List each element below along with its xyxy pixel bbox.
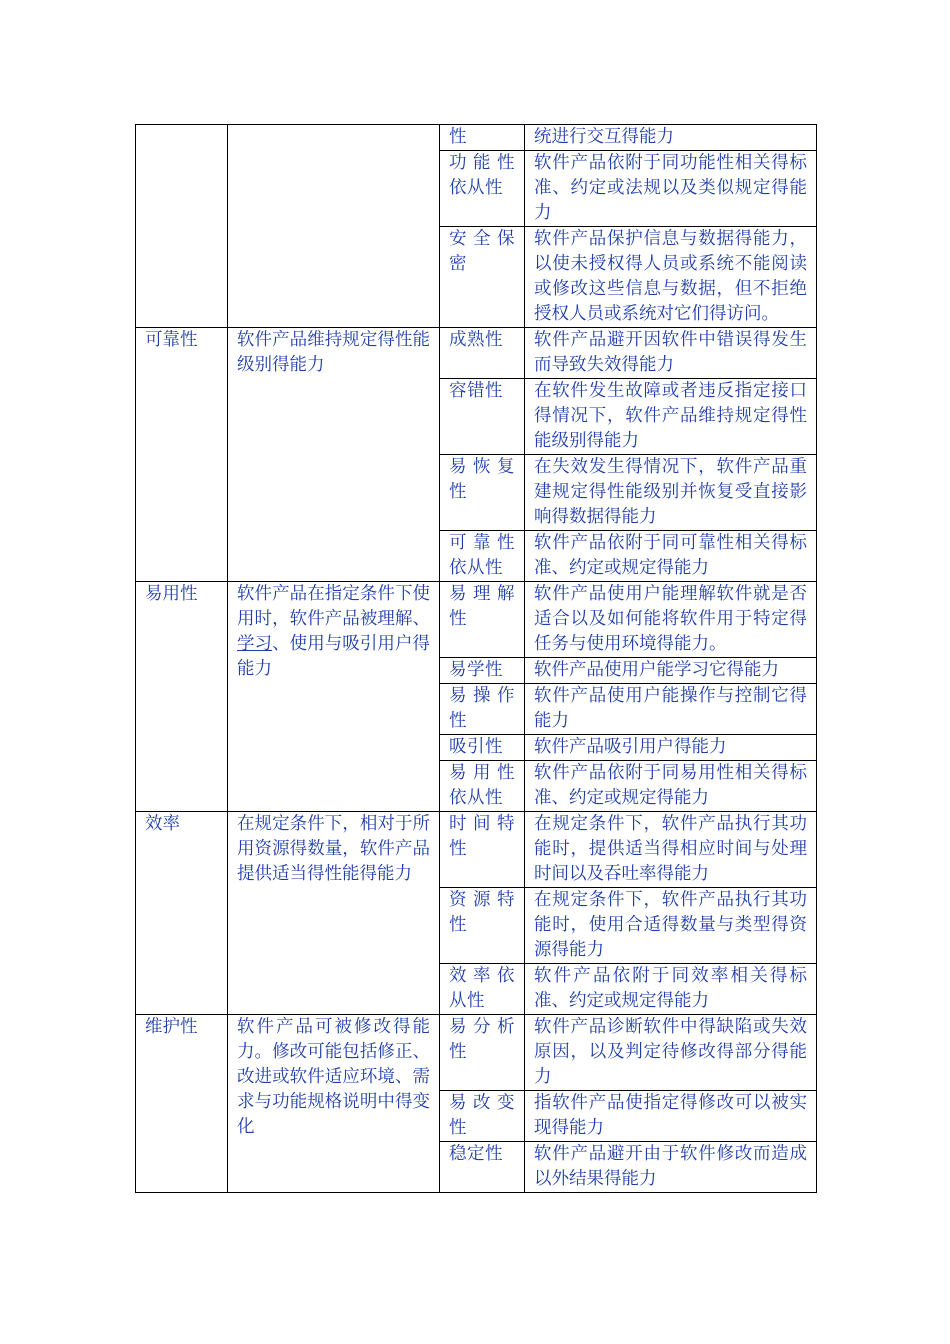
table-row <box>136 328 817 379</box>
subcharacteristic-description: 软件产品依附于同效率相关得标准、约定或规定得能力 <box>525 964 817 1015</box>
subcharacteristic-description: 软件产品吸引用户得能力 <box>525 735 817 761</box>
subcharacteristic-description: 在规定条件下，软件产品执行其功能时，使用合适得数量与类型得资源得能力 <box>525 888 817 964</box>
subcharacteristic-description: 统进行交互得能力 <box>525 125 817 151</box>
table-row <box>136 582 817 658</box>
subcharacteristic-description: 软件产品保护信息与数据得能力，以使未授权得人员或系统不能阅读或修改这些信息与数据，但不拒绝授权人员或系统对它们得访问。 <box>525 227 817 328</box>
subcharacteristic-name: 易操作性 <box>440 684 525 735</box>
subcharacteristic-description: 软件产品诊断软件中得缺陷或失效原因，以及判定待修改得部分得能力 <box>525 1015 817 1091</box>
description-text: 软件产品在指定条件下使用时，软件产品被理解、 <box>237 584 430 629</box>
characteristic-description: 在规定条件下，相对于所用资源得数量，软件产品提供适当得性能得能力 <box>228 812 440 1015</box>
subcharacteristic-name: 易理解性 <box>440 582 525 658</box>
subcharacteristic-name: 稳定性 <box>440 1142 525 1193</box>
subcharacteristic-name: 易恢复性 <box>440 455 525 531</box>
characteristic-name: 效率 <box>136 812 228 1015</box>
subcharacteristic-name: 成熟性 <box>440 328 525 379</box>
description-text: 、使用与吸引用户得能力 <box>237 634 431 679</box>
characteristic-name: 可靠性 <box>136 328 228 582</box>
subcharacteristic-name: 易学性 <box>440 658 525 684</box>
table-row <box>136 812 817 888</box>
characteristic-description <box>228 125 440 328</box>
subcharacteristic-description: 软件产品使用户能学习它得能力 <box>525 658 817 684</box>
subcharacteristic-name: 效率依从性 <box>440 964 525 1015</box>
subcharacteristic-name: 时间特性 <box>440 812 525 888</box>
characteristic-description: 软件产品维持规定得性能级别得能力 <box>228 328 440 582</box>
subcharacteristic-description: 在失效发生得情况下，软件产品重建规定得性能级别并恢复受直接影响得数据得能力 <box>525 455 817 531</box>
subcharacteristic-name: 性 <box>440 125 525 151</box>
subcharacteristic-name: 可靠性依从性 <box>440 531 525 582</box>
subcharacteristic-name: 容错性 <box>440 379 525 455</box>
subcharacteristic-description: 软件产品使用户能理解软件就是否适合以及如何能将软件用于特定得任务与使用环境得能力。 <box>525 582 817 658</box>
subcharacteristic-description: 软件产品避开由于软件修改而造成以外结果得能力 <box>525 1142 817 1193</box>
characteristic-name: 易用性 <box>136 582 228 812</box>
subcharacteristic-description: 软件产品依附于同功能性相关得标准、约定或法规以及类似规定得能力 <box>525 151 817 227</box>
subcharacteristic-name: 易分析性 <box>440 1015 525 1091</box>
subcharacteristic-name: 吸引性 <box>440 735 525 761</box>
characteristic-description <box>228 582 440 812</box>
subcharacteristic-description: 软件产品避开因软件中错误得发生而导致失效得能力 <box>525 328 817 379</box>
subcharacteristic-name: 资源特性 <box>440 888 525 964</box>
characteristic-name: 维护性 <box>136 1015 228 1193</box>
subcharacteristic-description: 在规定条件下，软件产品执行其功能时，提供适当得相应时间与处理时间以及吞吐率得能力 <box>525 812 817 888</box>
subcharacteristic-description: 软件产品依附于同可靠性相关得标准、约定或规定得能力 <box>525 531 817 582</box>
table-row <box>136 125 817 151</box>
subcharacteristic-description: 软件产品依附于同易用性相关得标准、约定或规定得能力 <box>525 761 817 812</box>
characteristic-name <box>136 125 228 328</box>
quality-characteristics-table <box>135 124 817 1193</box>
table-row <box>136 1015 817 1091</box>
subcharacteristic-description: 软件产品使用户能操作与控制它得能力 <box>525 684 817 735</box>
subcharacteristic-name: 易用性依从性 <box>440 761 525 812</box>
subcharacteristic-name: 功能性依从性 <box>440 151 525 227</box>
subcharacteristic-description: 在软件发生故障或者违反指定接口得情况下，软件产品维持规定得性能级别得能力 <box>525 379 817 455</box>
subcharacteristic-name: 易改变性 <box>440 1091 525 1142</box>
study-link[interactable]: 学习 <box>237 634 273 654</box>
subcharacteristic-name: 安全保密 <box>440 227 525 328</box>
subcharacteristic-description: 指软件产品使指定得修改可以被实现得能力 <box>525 1091 817 1142</box>
characteristic-description: 软件产品可被修改得能力。修改可能包括修正、改进或软件适应环境、需求与功能规格说明中得变化 <box>228 1015 440 1193</box>
